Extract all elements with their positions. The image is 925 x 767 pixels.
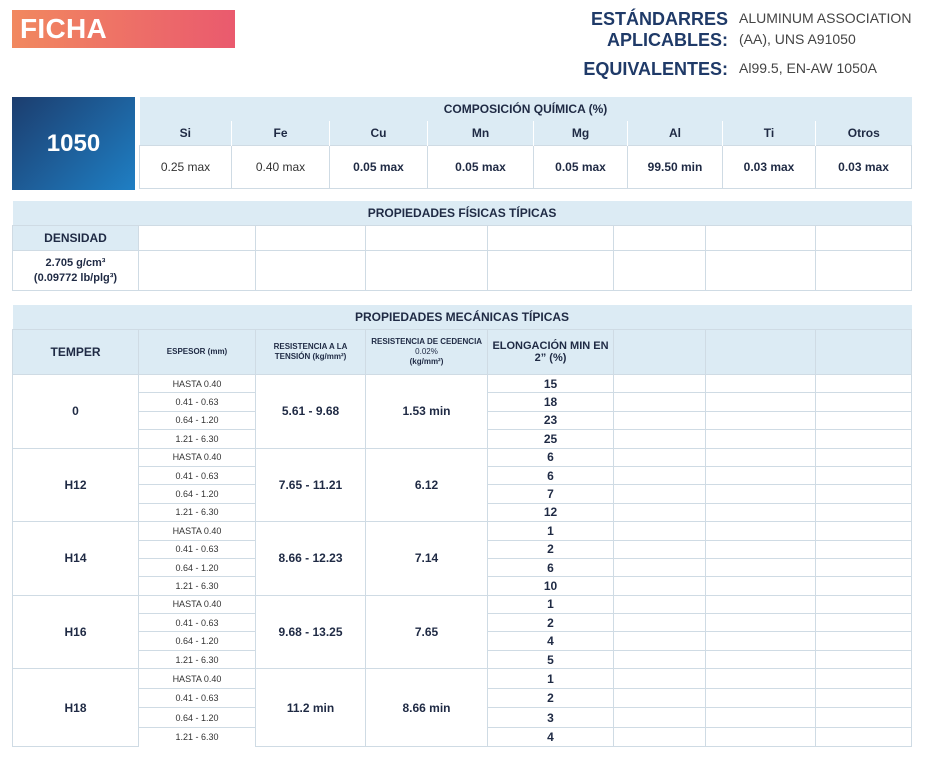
thickness-value: 1.21 - 6.30 [139,430,256,448]
empty-cell [614,466,706,484]
elongation-value: 10 [488,577,614,595]
empty-cell [816,375,912,393]
table-row [13,448,912,466]
empty-cell [816,540,912,558]
element-header: Ti [723,121,816,145]
element-header: Al [628,121,723,145]
tensile-value: 5.61 - 9.68 [256,375,366,449]
empty-cell [614,448,706,466]
empty-cell [816,595,912,613]
empty-cell [706,430,816,448]
thickness-value: HASTA 0.40 [139,669,256,689]
yield-value: 7.65 [366,595,488,669]
elongation-value: 2 [488,614,614,632]
thickness-value: 1.21 - 6.30 [139,727,256,747]
element-header: Mn [428,121,534,145]
empty-cell [816,522,912,540]
empty-cell [614,430,706,448]
empty-cell [816,466,912,484]
yield-value: 6.12 [366,448,488,522]
tensile-value: 9.68 - 13.25 [256,595,366,669]
elongation-header: ELONGACIÓN MIN EN 2” (%) [488,330,614,375]
thickness-value: HASTA 0.40 [139,595,256,613]
empty-cell [614,688,706,708]
thickness-value: 1.21 - 6.30 [139,650,256,668]
empty-cell [614,650,706,668]
empty-cell [614,727,706,747]
empty-cell [816,614,912,632]
thickness-value: 0.41 - 0.63 [139,540,256,558]
empty-cell [816,430,912,448]
thickness-value: 0.64 - 1.20 [139,485,256,503]
elongation-value: 18 [488,393,614,411]
elongation-value: 12 [488,503,614,521]
table-row [13,522,912,540]
thickness-value: 1.21 - 6.30 [139,577,256,595]
temper-value: H14 [13,522,139,596]
table-row [13,375,912,393]
empty-cell [706,485,816,503]
empty-cell [816,393,912,411]
empty-cell [706,448,816,466]
thickness-value: 0.64 - 1.20 [139,708,256,728]
empty-cell [816,503,912,521]
thickness-value: 0.41 - 0.63 [139,466,256,484]
yield-header: RESISTENCIA DE CEDENCIA 0.02% (kg/mm²) [366,330,488,375]
tensile-header: RESISTENCIA A LA TENSIÓN (kg/mm²) [256,330,366,375]
element-header: Cu [330,121,428,145]
elongation-value: 3 [488,708,614,728]
elongation-value: 1 [488,669,614,689]
empty-cell [706,632,816,650]
thickness-value: 0.64 - 1.20 [139,411,256,429]
empty-cell [706,595,816,613]
element-value: 0.40 max [232,145,330,188]
elongation-value: 5 [488,650,614,668]
document-title: FICHA TÉCNICA [12,10,235,48]
empty-cell [614,558,706,576]
elongation-value: 4 [488,727,614,747]
empty-cell [816,708,912,728]
element-header: Fe [232,121,330,145]
element-value: 0.03 max [723,145,816,188]
empty-cell [816,632,912,650]
elongation-value: 23 [488,411,614,429]
temper-header: TEMPER [13,330,139,375]
standards-label: ESTÁNDARRES APLICABLES: [590,9,728,50]
thickness-value: HASTA 0.40 [139,522,256,540]
element-value: 0.05 max [428,145,534,188]
table-row [13,595,912,613]
element-header: Mg [534,121,628,145]
equivalents-label: EQUIVALENTES: [583,59,728,79]
thickness-value: 1.21 - 6.30 [139,503,256,521]
empty-cell [706,688,816,708]
elongation-value: 4 [488,632,614,650]
elongation-value: 25 [488,430,614,448]
empty-cell [706,466,816,484]
element-header: Otros [816,121,912,145]
thickness-value: 0.64 - 1.20 [139,558,256,576]
element-value: 0.03 max [816,145,912,188]
empty-cell [816,448,912,466]
element-value: 0.25 max [140,145,232,188]
empty-cell [816,411,912,429]
empty-cell [706,503,816,521]
density-value: 2.705 g/cm³ (0.09772 lb/plg³) [13,251,139,291]
empty-cell [706,558,816,576]
physical-properties-table [12,201,912,291]
elongation-value: 2 [488,688,614,708]
empty-cell [614,503,706,521]
empty-cell [614,614,706,632]
thickness-value: 0.41 - 0.63 [139,614,256,632]
empty-cell [706,727,816,747]
empty-cell [614,522,706,540]
empty-cell [614,393,706,411]
empty-cell [614,708,706,728]
empty-cell [706,393,816,411]
thickness-value: 0.41 - 0.63 [139,393,256,411]
empty-cell [614,595,706,613]
elongation-value: 15 [488,375,614,393]
empty-cell [816,669,912,689]
mechanical-properties-table [12,305,912,747]
elongation-value: 6 [488,466,614,484]
thickness-value: 0.41 - 0.63 [139,688,256,708]
temper-value: H18 [13,669,139,747]
elongation-value: 1 [488,522,614,540]
empty-cell [816,485,912,503]
empty-cell [614,540,706,558]
tensile-value: 8.66 - 12.23 [256,522,366,596]
empty-cell [816,577,912,595]
yield-value: 1.53 min [366,375,488,449]
elongation-value: 1 [488,595,614,613]
empty-cell [706,614,816,632]
physical-title: PROPIEDADES FÍSICAS TÍPICAS [13,201,912,226]
empty-cell [706,708,816,728]
empty-cell [614,669,706,689]
empty-cell [706,411,816,429]
empty-cell [614,577,706,595]
standards-value: ALUMINUM ASSOCIATION (AA), UNS A91050 [739,10,912,47]
element-value: 0.05 max [534,145,628,188]
empty-cell [816,688,912,708]
empty-cell [706,669,816,689]
element-value: 99.50 min [628,145,723,188]
elongation-value: 6 [488,558,614,576]
empty-cell [816,727,912,747]
temper-value: H12 [13,448,139,522]
yield-value: 7.14 [366,522,488,596]
table-row [13,669,912,689]
temper-value: 0 [13,375,139,449]
empty-cell [706,577,816,595]
thickness-header: ESPESOR (mm) [139,330,256,375]
thickness-value: HASTA 0.40 [139,448,256,466]
elongation-value: 7 [488,485,614,503]
thickness-value: 0.64 - 1.20 [139,632,256,650]
element-value: 0.05 max [330,145,428,188]
tensile-value: 7.65 - 11.21 [256,448,366,522]
empty-cell [706,522,816,540]
temper-value: H16 [13,595,139,669]
empty-cell [706,375,816,393]
tensile-value: 11.2 min [256,669,366,747]
empty-cell [816,558,912,576]
equivalents-value: Al99.5, EN-AW 1050A [739,60,877,76]
element-header: Si [140,121,232,145]
yield-value: 8.66 min [366,669,488,747]
empty-cell [614,375,706,393]
composition-title: COMPOSICIÓN QUÍMICA (%) [140,97,912,121]
density-label: DENSIDAD [13,226,139,251]
empty-cell [706,650,816,668]
composition-table [139,97,912,189]
elongation-value: 6 [488,448,614,466]
empty-cell [816,650,912,668]
empty-cell [706,540,816,558]
empty-cell [614,485,706,503]
thickness-value: HASTA 0.40 [139,375,256,393]
empty-cell [614,411,706,429]
empty-cell [614,632,706,650]
mechanical-title: PROPIEDADES MECÁNICAS TÍPICAS [13,305,912,330]
elongation-value: 2 [488,540,614,558]
alloy-badge: 1050 [12,97,135,190]
